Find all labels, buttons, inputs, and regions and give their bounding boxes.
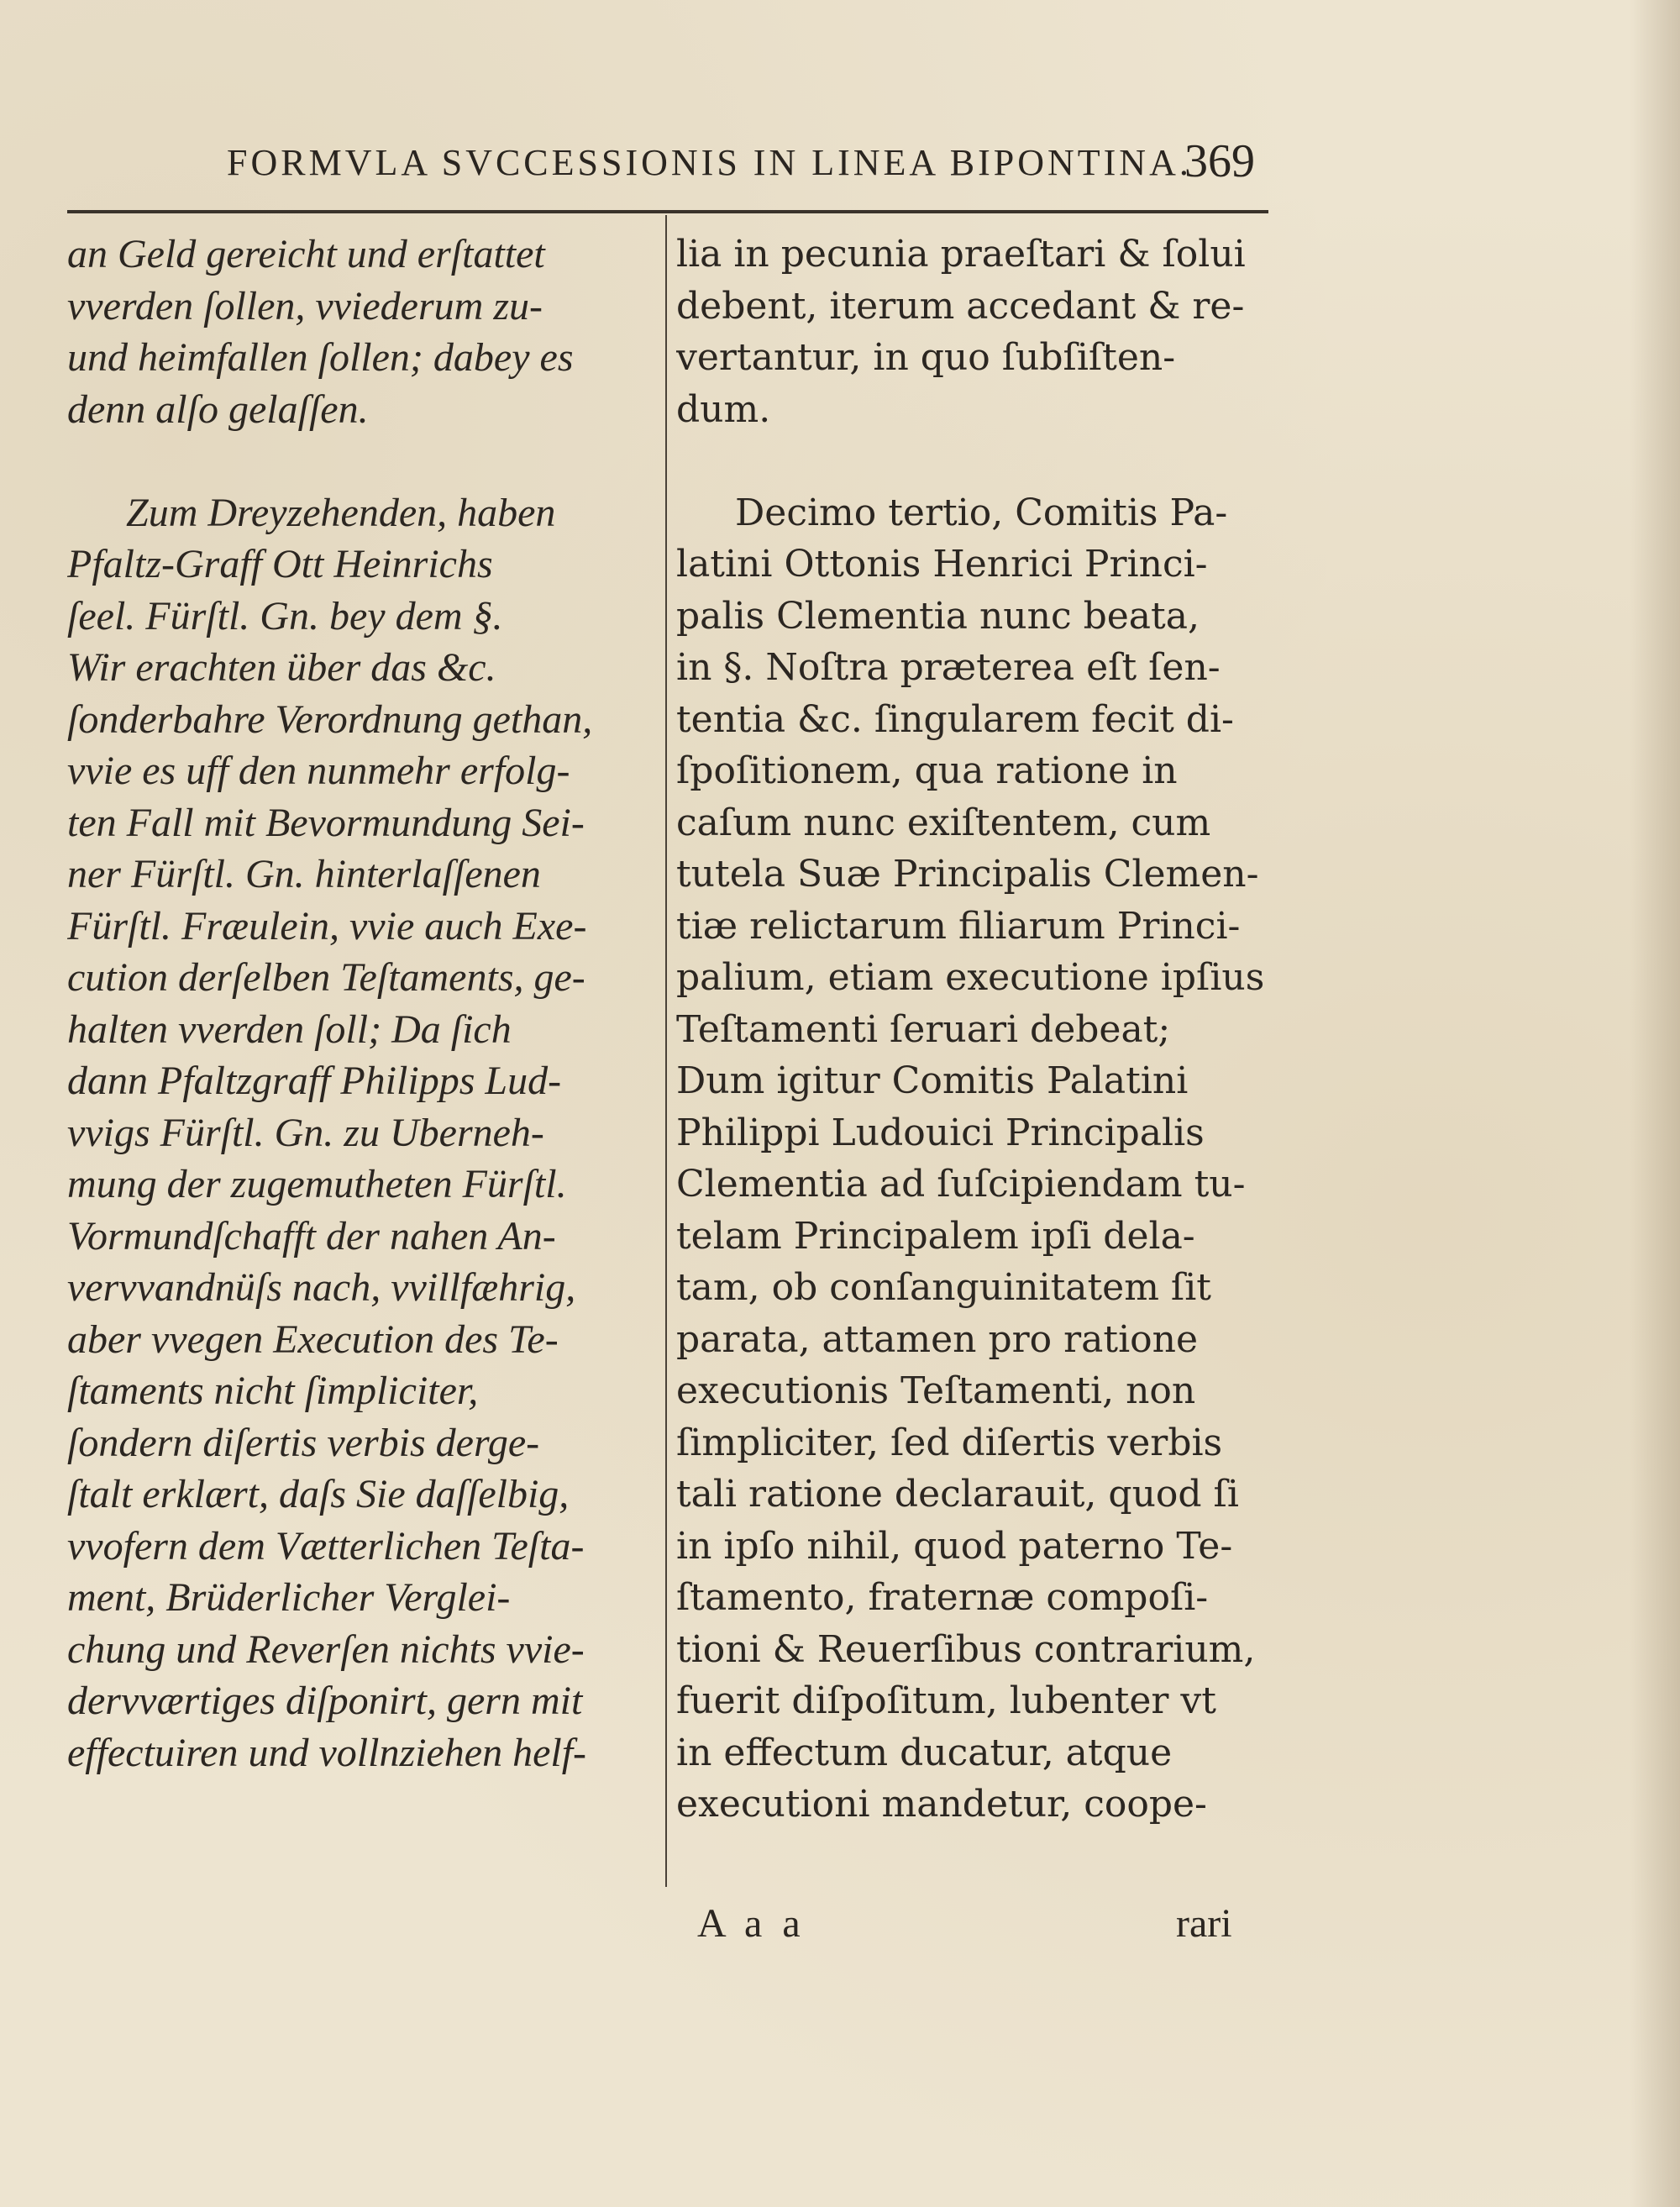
text-line: palis Clementia nunc beata,	[676, 594, 1200, 638]
text-line: caſum nunc exiſtentem, cum	[676, 801, 1211, 844]
text-line: Pfaltz-Graff Ott Heinrichs	[67, 542, 493, 586]
text-line: telam Principalem ipſi dela-	[676, 1214, 1195, 1258]
text-line: aber vvegen Execution des Te-	[67, 1316, 559, 1362]
text-line: vervvandnüſs nach, vvillfæhrig,	[67, 1265, 576, 1310]
text-line: effectuiren und vollnziehen helf-	[67, 1730, 587, 1775]
text-line: vvie es uff den nunmehr erfolg-	[67, 749, 570, 793]
text-line: ſimpliciter, ſed diſertis verbis	[676, 1421, 1223, 1464]
left-column-german	[67, 229, 655, 1779]
header-rule	[67, 210, 1268, 213]
paragraph-gap	[67, 435, 655, 487]
text-line: debent, iterum accedant & re-	[676, 284, 1245, 328]
text-line: cution derſelben Teſtaments, ge-	[67, 955, 585, 1000]
text-line: ment, Brüderlicher Verglei-	[67, 1575, 511, 1620]
text-line: Wir erachten über das &c.	[67, 645, 496, 690]
text-line: vvofern dem Vætterlichen Teſta-	[67, 1523, 585, 1569]
text-line: Philippi Ludouici Principalis	[676, 1111, 1205, 1154]
text-line: tutela Suæ Principalis Clemen-	[676, 853, 1259, 896]
text-line: latini Ottonis Henrici Princi-	[676, 543, 1208, 586]
text-line: mung der zugemutheten Fürſtl.	[67, 1162, 567, 1206]
text-line: ſtalt erklært, daſs Sie daſſelbig,	[67, 1472, 570, 1516]
text-line: ſtaments nicht ſimpliciter,	[67, 1369, 479, 1413]
text-line: in §. Noſtra præterea eſt ſen-	[676, 646, 1221, 689]
text-line: executioni mandetur, coope-	[676, 1783, 1207, 1826]
text-line: ten Fall mit Bevormundung Sei-	[67, 800, 585, 845]
text-line: parata, attamen pro ratione	[676, 1317, 1199, 1361]
text-line: Vormundſchafft der nahen An-	[67, 1213, 556, 1259]
text-line: Teſtamenti ſeruari debeat;	[676, 1007, 1171, 1051]
text-line: ſpoſitionem, qua ratione in	[676, 749, 1178, 792]
paragraph-gap	[676, 435, 1264, 487]
text-line: vverden ſollen, vviederum zu-	[67, 283, 543, 328]
column-divider	[665, 215, 667, 1887]
text-line: tioni & Reuerſibus contrarium,	[676, 1627, 1256, 1671]
text-line: ſondern diſertis verbis derge-	[67, 1420, 540, 1465]
signature-mark: A a a	[697, 1901, 806, 1946]
text-line: dervværtiges diſponirt, gern mit	[67, 1679, 583, 1723]
text-line: tam, ob conſanguinitatem ſit	[676, 1266, 1211, 1309]
text-line: denn alſo gelaſſen.	[67, 386, 369, 432]
text-line: Fürſtl. Fræulein, vvie auch Exe-	[67, 903, 587, 948]
text-line: ner Fürſtl. Gn. hinterlaſſenen	[67, 852, 541, 896]
text-line: ſeel. Fürſtl. Gn. bey dem §.	[67, 593, 503, 638]
text-line: dum.	[676, 387, 771, 431]
text-line: vvigs Fürſtl. Gn. zu Uberneh-	[67, 1110, 544, 1155]
text-line: an Geld gereicht und erſtattet	[67, 232, 545, 276]
text-line: chung und Reverſen nichts vvie-	[67, 1626, 585, 1672]
text-line: in effectum ducatur, atque	[676, 1731, 1173, 1774]
text-line: ſonderbahre Verordnung gethan,	[67, 696, 593, 742]
text-line: tentia &c. ſingularem fecit di-	[676, 697, 1234, 741]
text-line: Decimo tertio, Comitis Pa-	[735, 491, 1228, 534]
text-line: palium, etiam executione ipſius	[676, 956, 1264, 999]
catchword: rari	[1176, 1901, 1232, 1946]
text-line: Dum igitur Comitis Palatini	[676, 1059, 1189, 1102]
text-line: dann Pfaltzgraff Philipps Lud-	[67, 1059, 562, 1103]
text-line: fuerit diſpoſitum, lubenter vt	[676, 1679, 1216, 1722]
text-line: executionis Teſtamenti, non	[676, 1369, 1196, 1412]
page-edge-shadow	[1630, 0, 1680, 2207]
text-line: und heimfallen ſollen; dabey es	[67, 335, 574, 380]
right-column-latin	[676, 229, 1264, 1831]
text-line: ſtamento, fraternæ compoſi-	[676, 1576, 1209, 1619]
text-line: halten vverden ſoll; Da ſich	[67, 1006, 512, 1052]
running-head: FORMVLA SVCCESSIONIS IN LINEA BIPONTINA.	[227, 142, 1192, 183]
page-number: 369	[1184, 135, 1255, 187]
text-line: Clementia ad ſuſcipiendam tu-	[676, 1163, 1246, 1206]
text-line: vertantur, in quo ſubſiſten-	[676, 336, 1176, 379]
text-line: Zum Dreyzehenden, haben	[126, 490, 556, 535]
text-line: tiæ relictarum filiarum Princi-	[676, 904, 1241, 948]
text-line: tali ratione declarauit, quod ſi	[676, 1473, 1239, 1516]
text-line: in ipſo nihil, quod paterno Te-	[676, 1524, 1233, 1568]
text-line: lia in pecunia praeſtari & ſolui	[676, 233, 1246, 276]
